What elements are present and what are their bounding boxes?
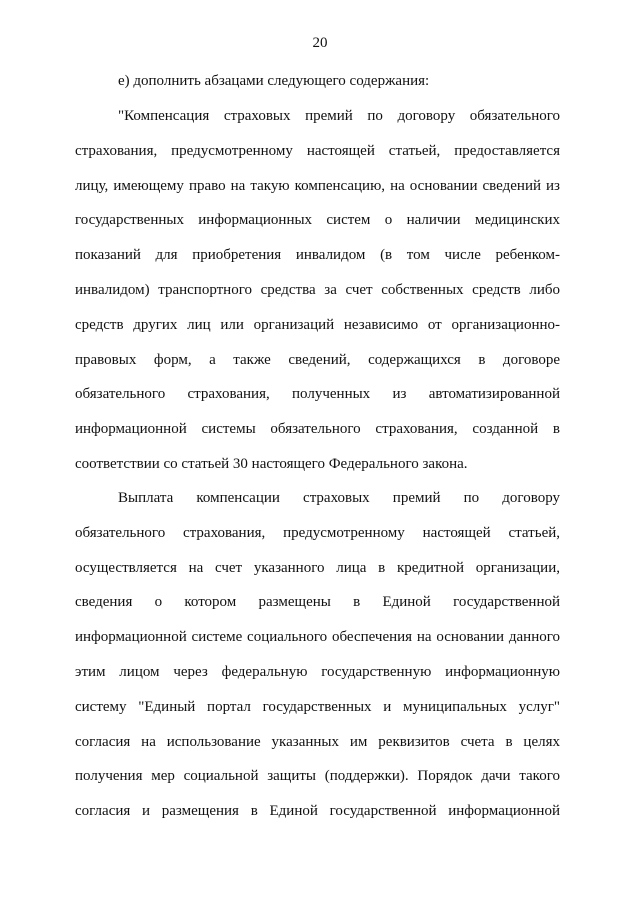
- paragraph-line: показаний для приобретения инвалидом (в том числе ребенком-: [75, 247, 560, 264]
- paragraph-line: страхования, предусмотренному настоящей статьей, предоставляется: [75, 142, 560, 159]
- paragraph-line: информационной системе социального обеспечения на основании данного: [75, 629, 560, 646]
- paragraph-line: лицу, имеющему право на такую компенсацию, на основании сведений из: [75, 177, 560, 194]
- intro-line: е) дополнить абзацами следующего содержания:: [118, 73, 430, 89]
- paragraph-line: инвалидом) транспортного средства за счет собственных средств либо: [75, 281, 560, 298]
- paragraph-line: обязательного страхования, предусмотренному настоящей статьей,: [75, 524, 560, 541]
- paragraph-line: согласия и размещения в Единой государственной информационной: [75, 803, 560, 820]
- paragraph-line: Выплата компенсации страховых премий по договору: [118, 490, 560, 506]
- paragraph-line: правовых форм, а также сведений, содержащихся в договоре: [75, 351, 560, 368]
- paragraph-line: систему "Единый портал государственных и муниципальных услуг": [75, 698, 560, 715]
- paragraph-line: обязательного страхования, полученных из автоматизированной: [75, 386, 560, 403]
- paragraph-line: средств других лиц или организаций независимо от организационно-: [75, 316, 560, 333]
- paragraph-line: этим лицом через федеральную государственную информационную: [75, 663, 560, 680]
- page-number: 20: [312, 35, 328, 51]
- intro-block: [75, 64, 560, 99]
- paragraph-line: информационной системы обязательного страхования, созданной в: [75, 421, 560, 438]
- paragraph-line-last: соответствии со статьей 30 настоящего Федерального закона.: [75, 455, 468, 472]
- paragraph-compensation: [75, 99, 560, 482]
- paragraph-line: согласия на использование указанных им реквизитов счета в целях: [75, 733, 560, 750]
- paragraph-line: осуществляется на счет указанного лица в кредитной организации,: [75, 559, 560, 576]
- paragraph-line: "Компенсация страховых премий по договору обязательного: [118, 108, 560, 124]
- paragraph-line: получения мер социальной защиты (поддержки). Порядок дачи такого: [75, 768, 560, 785]
- paragraph-line: государственных информационных систем о наличии медицинских: [75, 212, 560, 229]
- paragraph-line: сведения о котором размещены в Единой государственной: [75, 594, 560, 611]
- paragraph-payment: [75, 481, 560, 829]
